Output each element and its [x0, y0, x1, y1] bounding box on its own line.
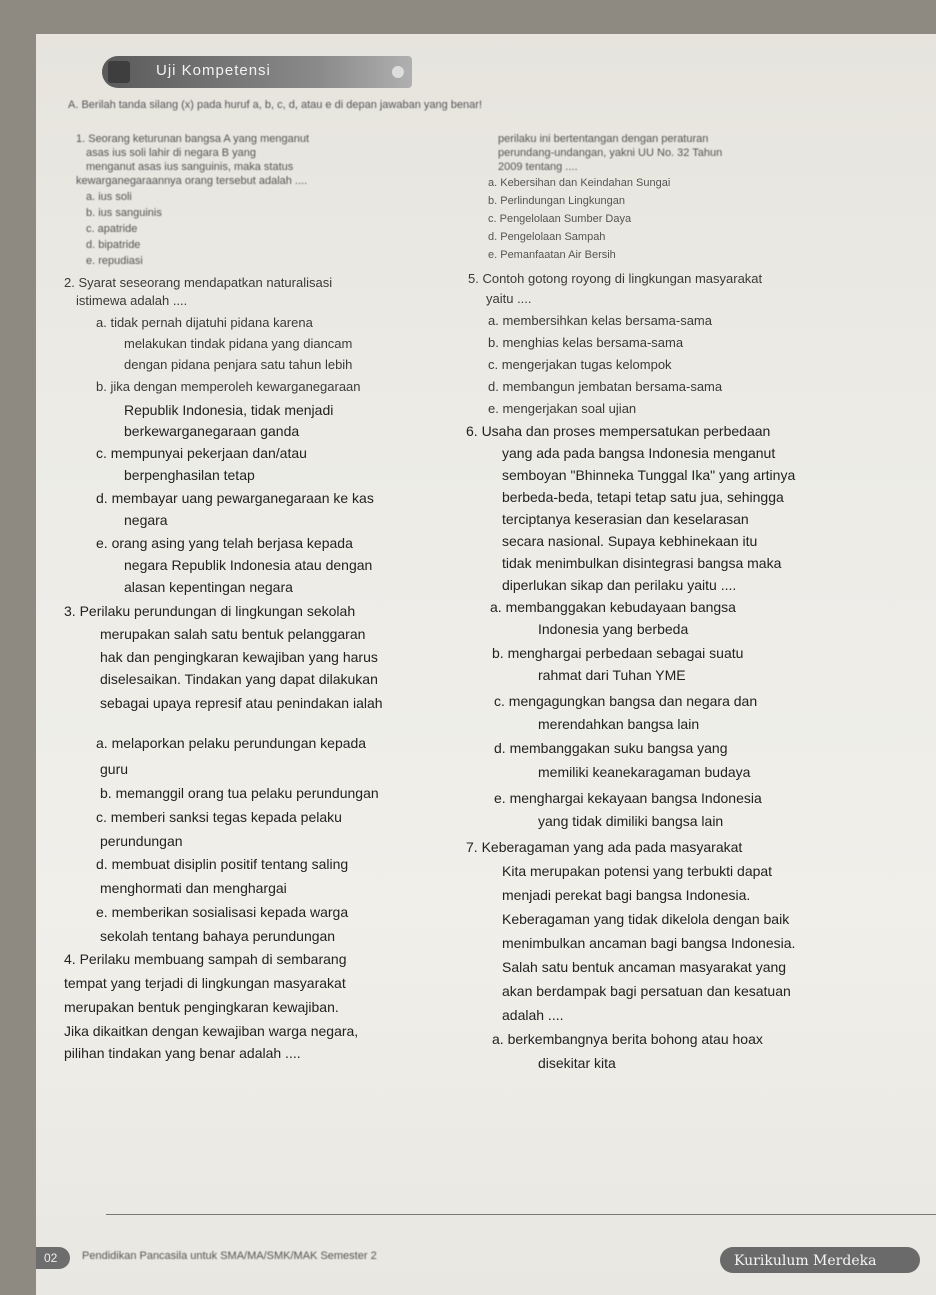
right-line: 2009 tentang .... — [498, 161, 578, 173]
right-line: menjadi perekat bagi bangsa Indonesia. — [502, 887, 751, 903]
right-line: diperlukan sikap dan perilaku yaitu .... — [502, 577, 737, 593]
right-line: menimbulkan ancaman bagi bangsa Indonesia. — [502, 935, 796, 951]
right-line: perilaku ini bertentangan dengan peraturan — [498, 133, 709, 145]
right-line: b. Perlindungan Lingkungan — [488, 195, 626, 207]
right-line: berbeda-beda, tetapi tetap satu jua, sehingga — [502, 489, 784, 505]
right-line: a. membanggakan kebudayaan bangsa — [490, 599, 736, 615]
right-line: tidak menimbulkan disintegrasi bangsa maka — [502, 555, 782, 571]
instruction-text: A. Berilah tanda silang (x) pada huruf a, b, c, d, atau e di depan jawaban yang benar! — [68, 99, 482, 111]
right-line: e. menghargai kekayaan bangsa Indonesia — [494, 790, 762, 806]
left-line: 4. Perilaku membuang sampah di sembarang — [64, 951, 347, 967]
left-line: b. memanggil orang tua pelaku perundungan — [100, 785, 379, 801]
right-line: b. menghargai perbedaan sebagai suatu — [492, 645, 744, 661]
left-line: c. apatride — [86, 223, 138, 235]
left-line: b. jika dengan memperoleh kewarganegaraan — [96, 379, 361, 394]
book-title: Pendidikan Pancasila untuk SMA/MA/SMK/MAK Semester 2 — [82, 1250, 377, 1262]
footer-divider — [106, 1214, 936, 1215]
banner-icon — [108, 61, 130, 83]
right-line: d. membanggakan suku bangsa yang — [494, 740, 728, 756]
left-line: d. membayar uang pewarganegaraan ke kas — [96, 490, 374, 506]
left-line: hak dan pengingkaran kewajiban yang harus — [100, 649, 378, 665]
left-line: negara Republik Indonesia atau dengan — [124, 557, 373, 573]
left-line: 3. Perilaku perundungan di lingkungan sekolah — [64, 603, 356, 619]
left-line: berpenghasilan tetap — [124, 467, 255, 483]
left-line: istimewa adalah .... — [76, 293, 188, 308]
right-line: akan berdampak bagi persatuan dan kesatuan — [502, 983, 791, 999]
right-line: c. mengagungkan bangsa dan negara dan — [494, 693, 758, 709]
right-line: 7. Keberagaman yang ada pada masyarakat — [466, 839, 743, 855]
right-line: Keberagaman yang tidak dikelola dengan baik — [502, 911, 790, 927]
right-line: 6. Usaha dan proses mempersatukan perbedaan — [466, 423, 771, 439]
right-line: memiliki keanekaragaman budaya — [538, 764, 751, 780]
left-line: kewarganegaraannya orang tersebut adalah .... — [76, 175, 308, 187]
right-line: a. membersihkan kelas bersama-sama — [488, 313, 712, 328]
left-line: berkewarganegaraan ganda — [124, 423, 300, 439]
left-line: d. membuat disiplin positif tentang saling — [96, 856, 349, 872]
right-line: adalah .... — [502, 1007, 564, 1023]
right-line: a. berkembangnya berita bohong atau hoax — [492, 1031, 763, 1047]
right-line: e. mengerjakan soal ujian — [488, 401, 637, 416]
left-line: a. tidak pernah dijatuhi pidana karena — [96, 315, 313, 330]
worksheet-page — [36, 34, 936, 1295]
left-line: e. memberikan sosialisasi kepada warga — [96, 904, 349, 920]
right-line: disekitar kita — [538, 1055, 616, 1071]
right-line: Kita merupakan potensi yang terbukti dapat — [502, 863, 773, 879]
left-line: melakukan tindak pidana yang diancam — [124, 336, 353, 351]
left-line: merupakan salah satu bentuk pelanggaran — [100, 626, 366, 642]
banner-dot-icon — [392, 66, 404, 78]
left-line: 2. Syarat seseorang mendapatkan naturalisasi — [64, 275, 333, 290]
left-line: perundungan — [100, 833, 183, 849]
right-line: b. menghias kelas bersama-sama — [488, 335, 684, 350]
right-line: semboyan "Bhinneka Tunggal Ika" yang artinya — [502, 467, 796, 483]
left-line: sebagai upaya represif atau penindakan ialah — [100, 695, 383, 711]
left-line: a. melaporkan pelaku perundungan kepada — [96, 735, 367, 751]
right-line: terciptanya keserasian dan keselarasan — [502, 511, 749, 527]
left-line: dengan pidana penjara satu tahun lebih — [124, 357, 353, 372]
right-line: a. Kebersihan dan Keindahan Sungai — [488, 177, 671, 189]
right-line: yang ada pada bangsa Indonesia menganut — [502, 445, 776, 461]
right-line: d. Pengelolaan Sampah — [488, 231, 606, 243]
page-number-badge — [36, 1247, 70, 1269]
page-number: 02 — [44, 1251, 58, 1265]
left-line: menghormati dan menghargai — [100, 880, 287, 896]
left-line: merupakan bentuk pengingkaran kewajiban. — [64, 999, 339, 1015]
left-line: c. mempunyai pekerjaan dan/atau — [96, 445, 307, 461]
left-line: Republik Indonesia, tidak menjadi — [124, 402, 334, 418]
left-line: menganut asas ius sanguinis, maka status — [86, 161, 294, 173]
section-banner — [102, 56, 412, 88]
right-line: yaitu .... — [486, 291, 532, 306]
left-line: guru — [100, 761, 129, 777]
right-line: Salah satu bentuk ancaman masyarakat yang — [502, 959, 787, 975]
left-line: e. orang asing yang telah berjasa kepada — [96, 535, 353, 551]
left-line: pilihan tindakan yang benar adalah .... — [64, 1045, 301, 1061]
curriculum-label: Kurikulum Merdeka — [734, 1253, 877, 1269]
left-line: sekolah tentang bahaya perundungan — [100, 928, 336, 944]
left-line: diselesaikan. Tindakan yang dapat dilakukan — [100, 671, 378, 687]
right-line: 5. Contoh gotong royong di lingkungan masyarakat — [468, 271, 763, 286]
left-line: a. ius soli — [86, 191, 132, 203]
left-line: c. memberi sanksi tegas kepada pelaku — [96, 809, 342, 825]
right-line: c. Pengelolaan Sumber Daya — [488, 213, 632, 225]
right-line: c. mengerjakan tugas kelompok — [488, 357, 672, 372]
right-line: e. Pemanfaatan Air Bersih — [488, 249, 616, 261]
left-line: alasan kepentingan negara — [124, 579, 293, 595]
right-line: d. membangun jembatan bersama-sama — [488, 379, 723, 394]
left-line: tempat yang terjadi di lingkungan masyarakat — [64, 975, 346, 991]
right-line: perundang-undangan, yakni UU No. 32 Tahun — [498, 147, 723, 159]
left-line: 1. Seorang keturunan bangsa A yang menganut — [76, 133, 310, 145]
left-line: asas ius soli lahir di negara B yang — [86, 147, 256, 159]
banner-title: Uji Kompetensi — [156, 62, 271, 79]
left-line: d. bipatride — [86, 239, 141, 251]
right-line: yang tidak dimiliki bangsa lain — [538, 813, 724, 829]
right-line: merendahkan bangsa lain — [538, 716, 700, 732]
right-line: secara nasional. Supaya kebhinekaan itu — [502, 533, 758, 549]
left-line: b. ius sanguinis — [86, 207, 162, 219]
right-line: rahmat dari Tuhan YME — [538, 667, 686, 683]
left-line: e. repudiasi — [86, 255, 143, 267]
right-line: Indonesia yang berbeda — [538, 621, 689, 637]
curriculum-badge — [720, 1247, 920, 1273]
left-line: Jika dikaitkan dengan kewajiban warga negara, — [64, 1023, 359, 1039]
left-line: negara — [124, 512, 168, 528]
